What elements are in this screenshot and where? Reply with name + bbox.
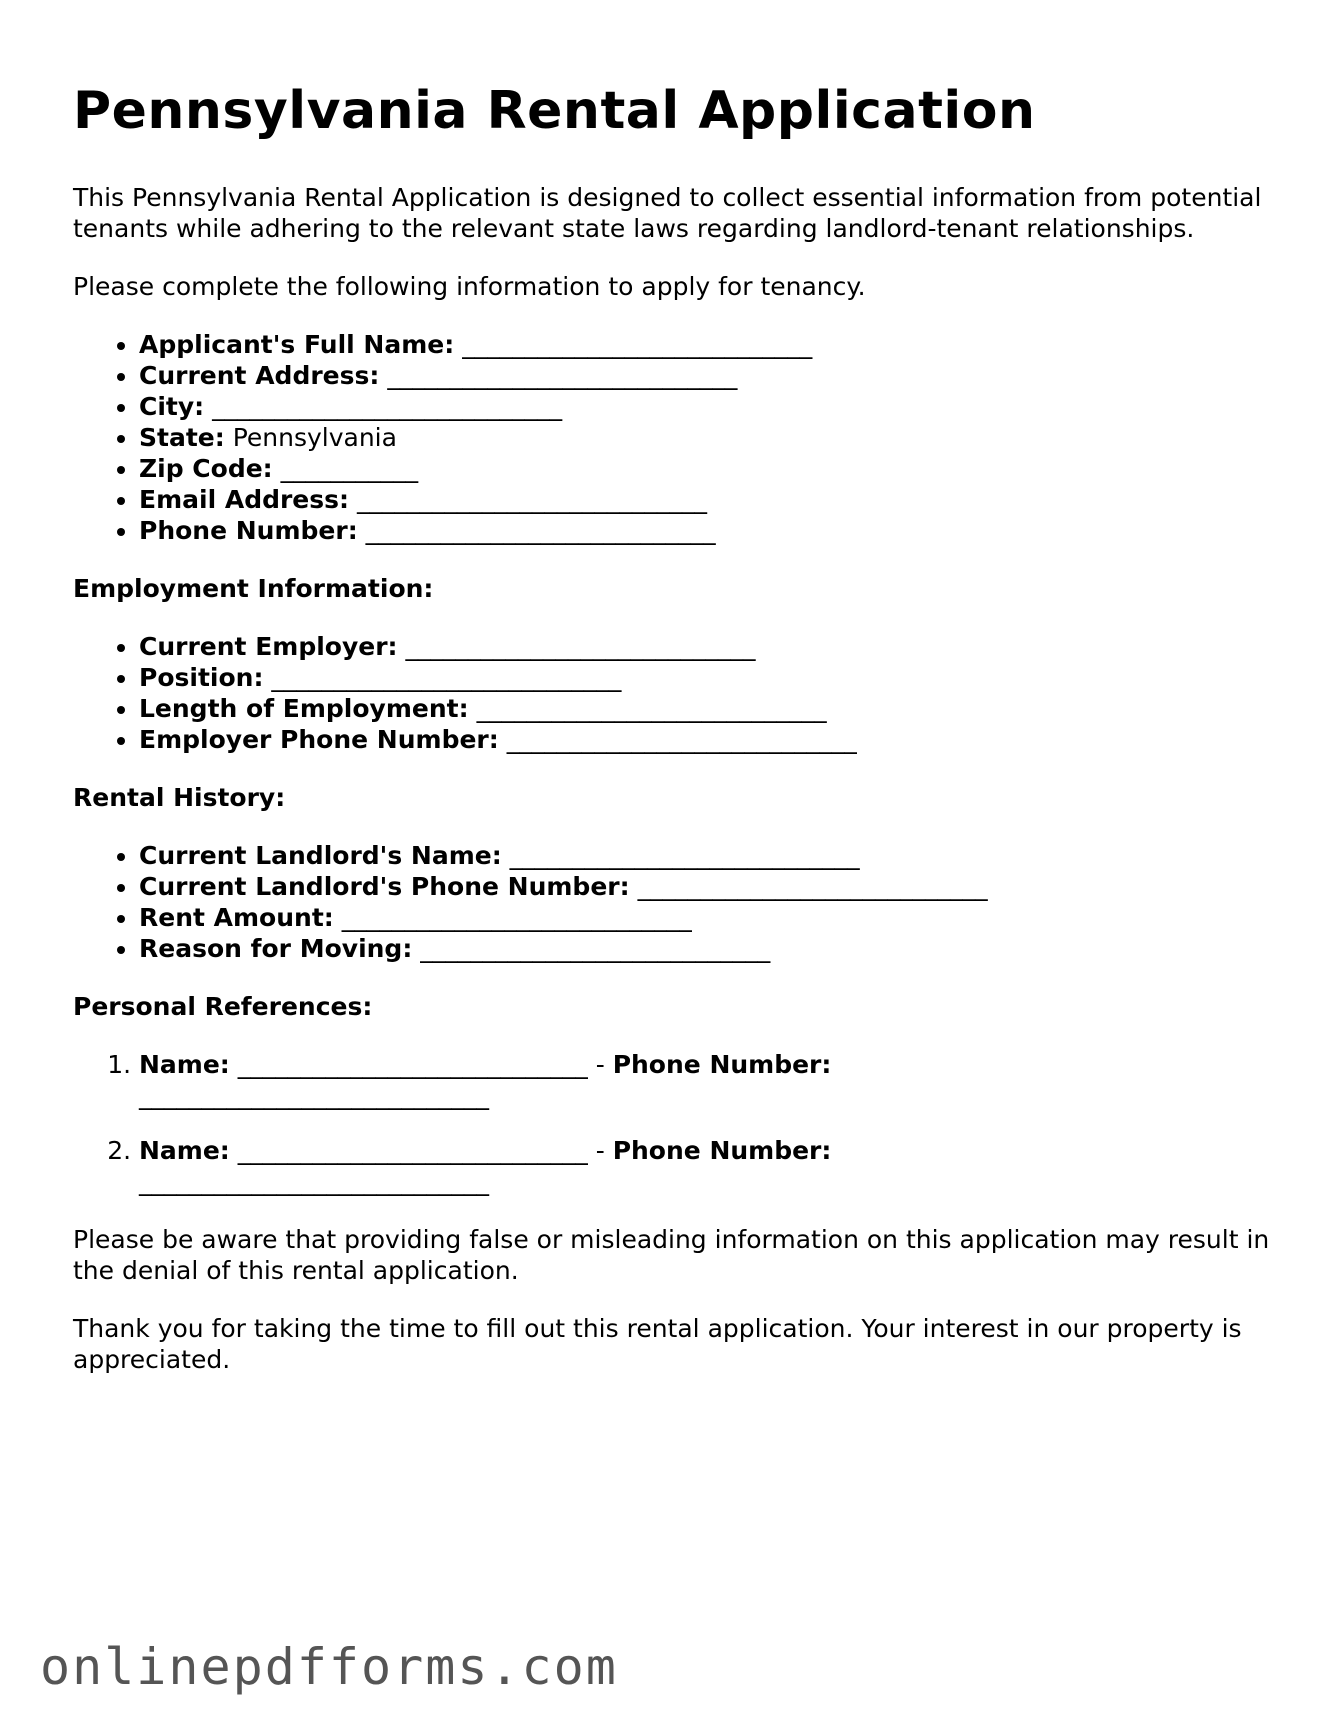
field-label: Applicant's Full Name: [139, 330, 455, 360]
reference-phone-label: Phone Number: [612, 1050, 832, 1080]
field-label: Rent Amount: [139, 903, 334, 933]
field-value: Pennsylvania [232, 423, 397, 453]
field-phone [139, 515, 1273, 546]
field-state [139, 422, 1273, 453]
reference-separator: - [595, 1050, 605, 1080]
reference-phone-blank[interactable]: ____________________________ [139, 1167, 489, 1197]
field-landlord-phone [139, 871, 1273, 902]
watermark-logo: onlinepdfforms.com [40, 1638, 618, 1696]
references-section-title: Personal References: [73, 992, 373, 1022]
field-blank[interactable]: ____________________________ [506, 725, 857, 755]
field-blank[interactable]: ___________ [280, 454, 419, 484]
field-rent-amount [139, 902, 1273, 933]
reference-name-label: Name: [139, 1136, 230, 1166]
field-zip-code [139, 453, 1273, 484]
references-list [73, 1049, 1273, 1197]
field-label: Current Address: [139, 361, 380, 391]
field-current-address [139, 360, 1273, 391]
field-label: Reason for Moving: [139, 934, 413, 964]
field-label: Current Landlord's Name: [139, 841, 502, 871]
field-position [139, 662, 1273, 693]
field-blank[interactable]: ____________________________ [387, 361, 738, 391]
field-label: City: [139, 392, 205, 422]
reference-phone-blank[interactable]: ____________________________ [139, 1081, 489, 1111]
employment-field-list [73, 631, 1273, 755]
field-city [139, 391, 1273, 422]
field-blank[interactable]: ____________________________ [420, 934, 771, 964]
field-employer-phone [139, 724, 1273, 755]
rental-history-section-title: Rental History: [73, 783, 286, 813]
field-label: Current Employer: [139, 632, 398, 662]
intro-paragraph: This Pennsylvania Rental Application is designed to collect essential information from potential tenants while adhering to the relevant state laws regarding landlord-tenant relationships. [73, 183, 1262, 244]
field-landlord-name [139, 840, 1273, 871]
rental-history-field-list [73, 840, 1273, 964]
field-label: Position: [139, 663, 264, 693]
field-label: State: [139, 423, 225, 453]
field-blank[interactable]: ____________________________ [405, 632, 756, 662]
field-blank[interactable]: ____________________________ [637, 872, 988, 902]
field-reason-for-moving [139, 933, 1273, 964]
thanks-paragraph: Thank you for taking the time to fill out this rental application. Your interest in our property is appreciated. [73, 1314, 1242, 1375]
field-label: Email Address: [139, 485, 350, 515]
reference-separator: - [595, 1136, 605, 1166]
field-blank[interactable]: ____________________________ [462, 330, 813, 360]
field-full-name [139, 329, 1273, 360]
employment-section-title: Employment Information: [73, 574, 434, 604]
reference-item [139, 1135, 959, 1197]
document-page [73, 80, 1273, 1402]
instruction-paragraph: Please complete the following information to apply for tenancy. [73, 272, 866, 302]
field-blank[interactable]: ____________________________ [271, 663, 622, 693]
field-blank[interactable]: ____________________________ [365, 516, 716, 546]
field-blank[interactable]: ____________________________ [509, 841, 860, 871]
reference-name-label: Name: [139, 1050, 230, 1080]
field-blank[interactable]: ____________________________ [212, 392, 563, 422]
field-label: Zip Code: [139, 454, 273, 484]
field-label: Current Landlord's Phone Number: [139, 872, 630, 902]
page-title: Pennsylvania Rental Application [73, 81, 1036, 141]
reference-name-blank[interactable]: ____________________________ [237, 1136, 588, 1166]
warning-paragraph: Please be aware that providing false or misleading information on this application may result in the denial of this rental application. [73, 1225, 1270, 1286]
reference-phone-label: Phone Number: [612, 1136, 832, 1166]
field-blank[interactable]: ____________________________ [476, 694, 827, 724]
field-current-employer [139, 631, 1273, 662]
field-email [139, 484, 1273, 515]
applicant-field-list [73, 329, 1273, 546]
field-label: Employer Phone Number: [139, 725, 499, 755]
reference-item [139, 1049, 959, 1111]
field-label: Phone Number: [139, 516, 358, 546]
field-label: Length of Employment: [139, 694, 469, 724]
reference-name-blank[interactable]: ____________________________ [237, 1050, 588, 1080]
field-blank[interactable]: ____________________________ [356, 485, 707, 515]
field-blank[interactable]: ____________________________ [341, 903, 692, 933]
field-length-of-employment [139, 693, 1273, 724]
